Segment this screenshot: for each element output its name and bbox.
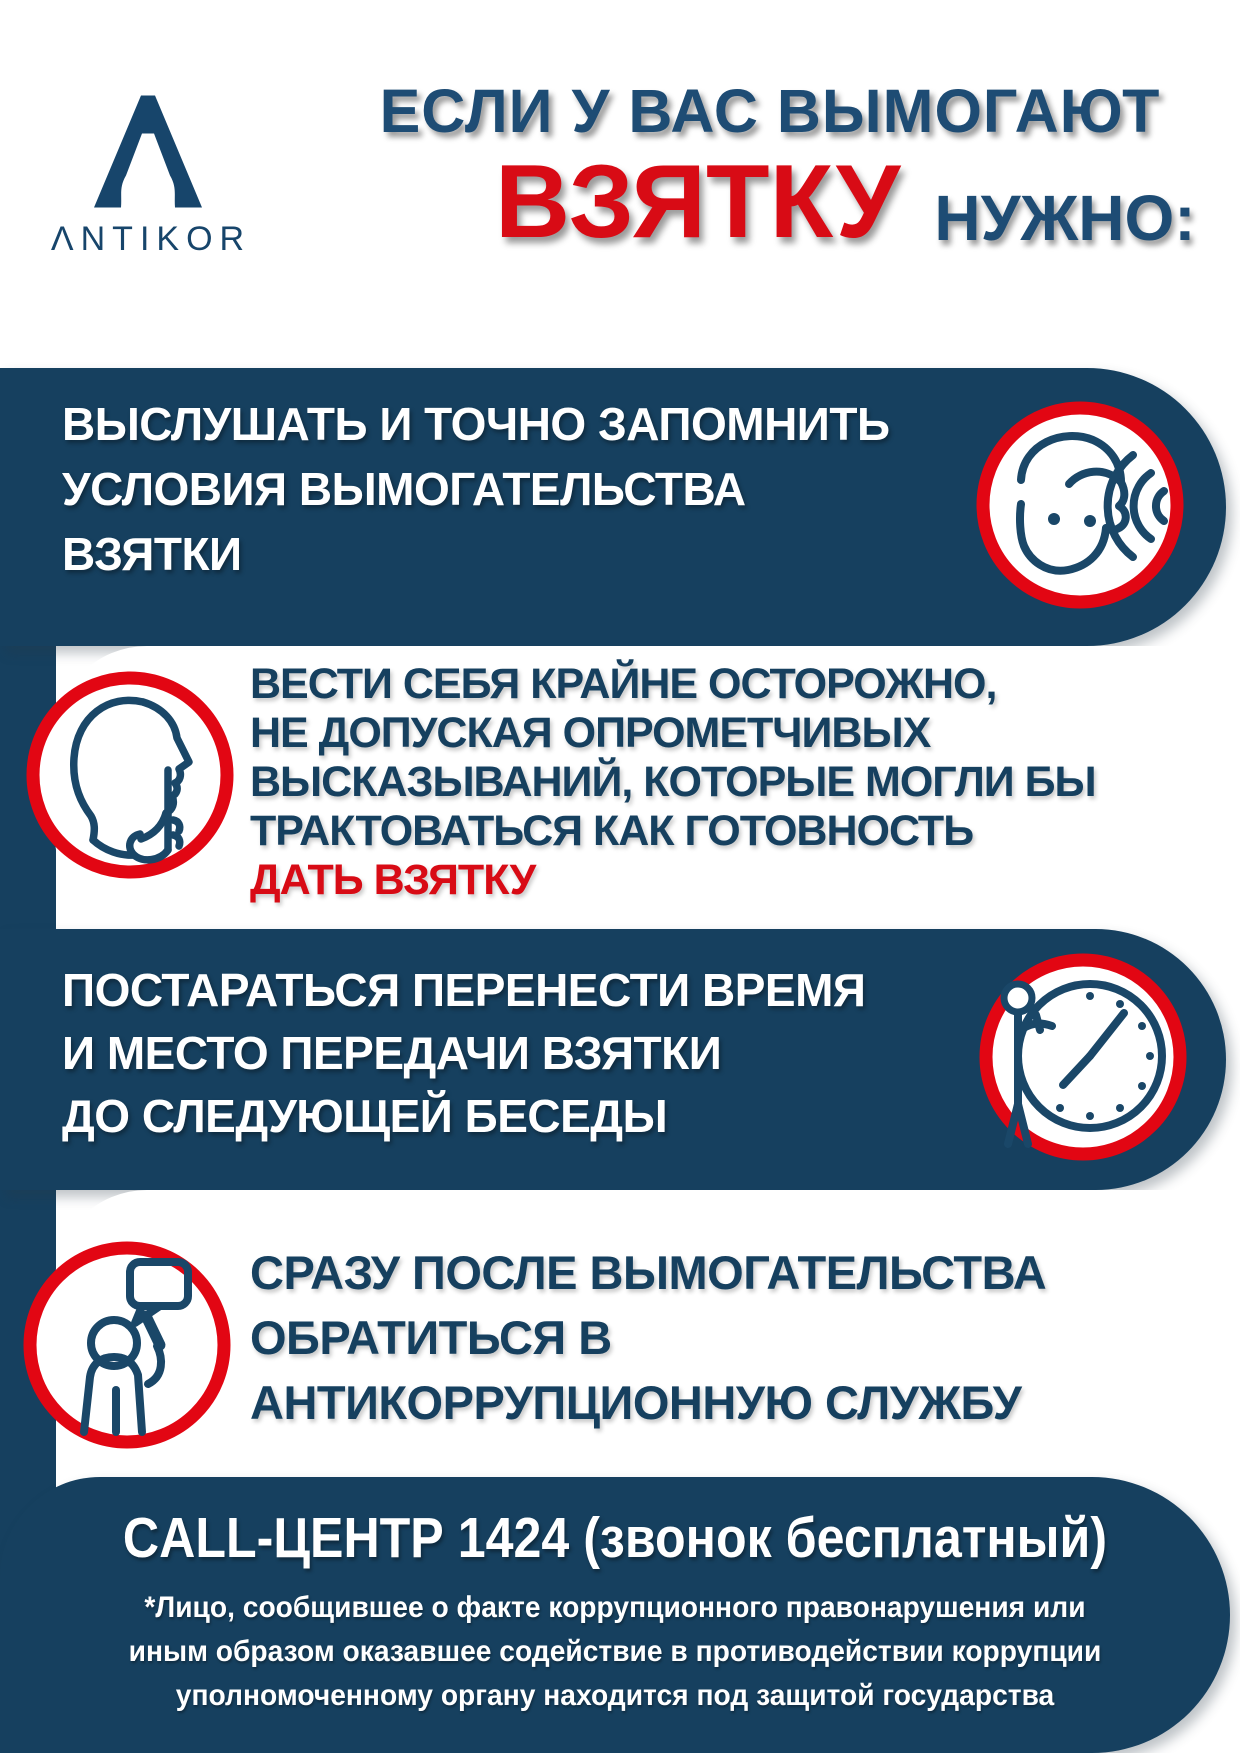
- step4-line: СРАЗУ ПОСЛЕ ВЫМОГАТЕЛЬСТВА: [250, 1246, 1047, 1299]
- disclaimer-line: уполномоченному органу находится под защитой государства: [175, 1679, 1055, 1712]
- listening-ear-icon: [975, 400, 1185, 610]
- brand-wordmark: ΛNTIKOR: [50, 220, 252, 258]
- title-emphasis: ВЗЯТКУ: [495, 144, 901, 260]
- step1-text: [62, 392, 890, 587]
- step3-line: ДО СЛЕДУЮЩЕЙ БЕСЕДЫ: [62, 1090, 668, 1142]
- step3-text: [62, 959, 865, 1148]
- title-suffix: НУЖНО:: [934, 182, 1196, 254]
- step3-line: ПОСТАРАТЬСЯ ПЕРЕНЕСТИ ВРЕМЯ: [62, 964, 866, 1016]
- step2-line: ВЕСТИ СЕБЯ КРАЙНЕ ОСТОРОЖНО,: [250, 660, 997, 708]
- disclaimer-line: *Лицо, сообщившее о факте коррупционного правонарушения или: [144, 1591, 1086, 1624]
- step2-line: НЕ ДОПУСКАЯ ОПРОМЕТЧИВЫХ: [250, 709, 931, 757]
- step4-text: [250, 1240, 1046, 1435]
- step4-line: АНТИКОРРУПЦИОННУЮ СЛУЖБУ: [250, 1376, 1022, 1429]
- report-call-icon: [22, 1240, 232, 1450]
- step1-line: ВЫСЛУШАТЬ И ТОЧНО ЗАПОМНИТЬ: [62, 398, 890, 450]
- shush-finger-icon: [25, 670, 235, 880]
- step2-highlight-line: ДАТЬ ВЗЯТКУ: [250, 856, 536, 904]
- call-center-line: CALL-ЦЕНТР 1424 (звонок бесплатный): [122, 1506, 1108, 1570]
- step1-line: УСЛОВИЯ ВЫМОГАТЕЛЬСТВА: [62, 463, 746, 515]
- step4-line: ОБРАТИТЬСЯ В: [250, 1311, 612, 1364]
- step1-line: ВЗЯТКИ: [62, 528, 242, 580]
- poster-title-line1: ЕСЛИ У ВАС ВЫМОГАЮТ: [379, 77, 1161, 145]
- poster-title-line2: [495, 144, 1196, 260]
- step2-line: ТРАКТОВАТЬСЯ КАК ГОТОВНОСТЬ: [250, 807, 974, 855]
- step3-line: И МЕСТО ПЕРЕДАЧИ ВЗЯТКИ: [62, 1027, 722, 1079]
- disclaimer-line: иным образом оказавшее содействие в противодействии коррупции: [128, 1635, 1102, 1668]
- clock-watch-icon: [978, 952, 1188, 1162]
- antikor-logo-icon: [88, 90, 208, 215]
- step2-text: [250, 660, 1096, 905]
- footer-disclaimer: [37, 1586, 1193, 1718]
- step2-line: ВЫСКАЗЫВАНИЙ, КОТОРЫЕ МОГЛИ БЫ: [250, 758, 1096, 806]
